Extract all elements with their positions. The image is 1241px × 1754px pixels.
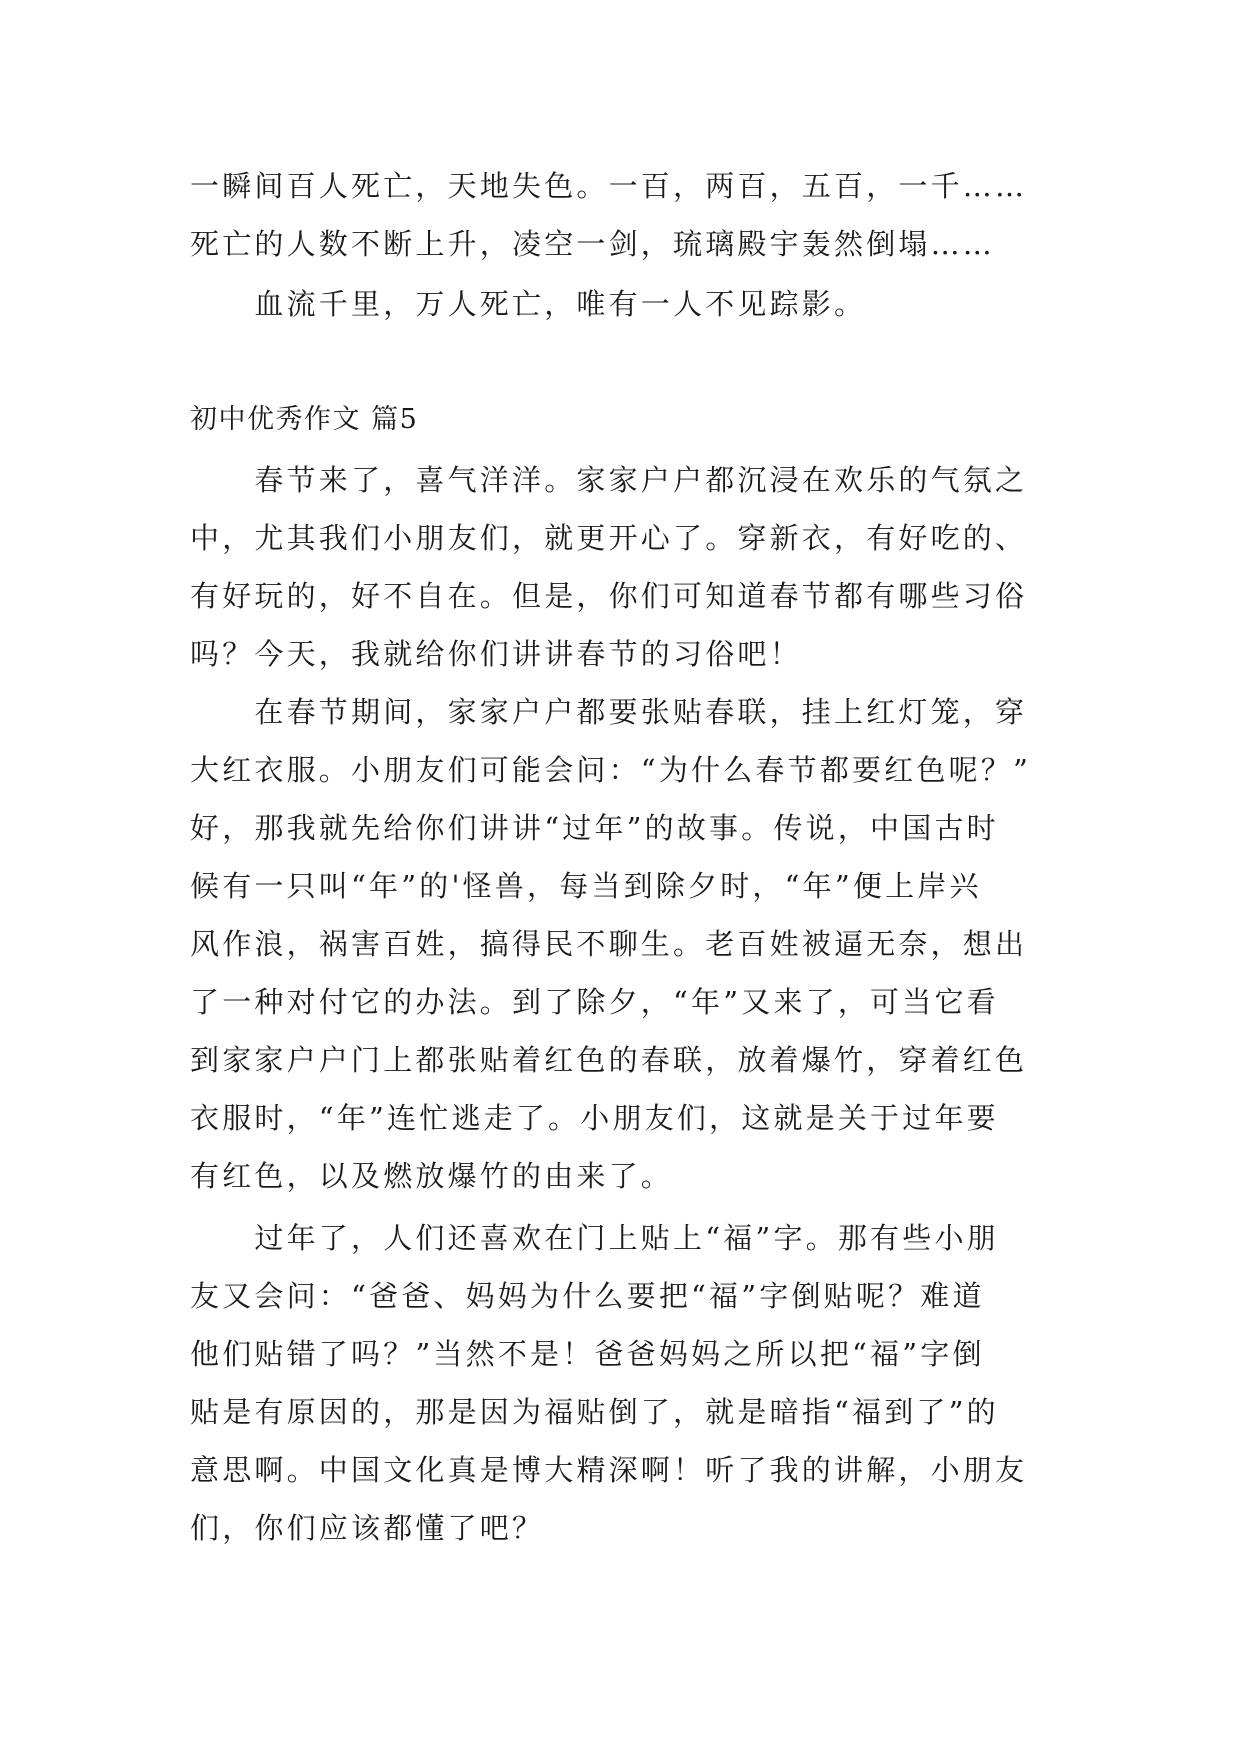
text-line: 春节来了，喜气洋洋。家家户户都沉浸在欢乐的气氛之	[190, 463, 1028, 497]
text-line: 友又会问：“爸爸、妈妈为什么要把“福”字倒贴呢？难道	[190, 1279, 985, 1313]
text-line: 到家家户户门上都张贴着红色的春联，放着爆竹，穿着红色	[190, 1043, 1028, 1077]
text-line: 有好玩的，好不自在。但是，你们可知道春节都有哪些习俗	[190, 579, 1028, 613]
text-line: 血流千里，万人死亡，唯有一人不见踪影。	[190, 287, 867, 321]
text-line: 候有一只叫“年”的'怪兽，每当到除夕时，“年”便上岸兴	[190, 869, 982, 903]
text-line: 吗？今天，我就给你们讲讲春节的习俗吧！	[190, 637, 802, 671]
section-heading: 初中优秀作文 篇5	[190, 404, 419, 435]
text-line: 了一种对付它的办法。到了除夕，“年”又来了，可当它看	[190, 985, 999, 1019]
text-line: 大红衣服。小朋友们可能会问：“为什么春节都要红色呢？”	[190, 753, 1032, 787]
text-line: 中，尤其我们小朋友们，就更开心了。穿新衣，有好吃的、	[190, 521, 1028, 555]
text-line: 有红色，以及燃放爆竹的由来了。	[190, 1159, 674, 1193]
text-line: 好，那我就先给你们讲讲“过年”的故事。传说，中国古时	[190, 811, 999, 845]
text-line: 一瞬间百人死亡，天地失色。一百，两百，五百，一千……	[190, 169, 1028, 203]
text-line: 们，你们应该都懂了吧？	[190, 1511, 545, 1545]
text-line: 死亡的人数不断上升，凌空一剑，琉璃殿宇轰然倒塌……	[190, 227, 996, 261]
text-line: 风作浪，祸害百姓，搞得民不聊生。老百姓被逼无奈，想出	[190, 927, 1028, 961]
text-line: 他们贴错了吗？”当然不是！爸爸妈妈之所以把“福”字倒	[190, 1337, 985, 1371]
text-line: 过年了，人们还喜欢在门上贴上“福”字。那有些小朋	[190, 1221, 999, 1255]
text-line: 意思啊。中国文化真是博大精深啊！听了我的讲解，小朋友	[190, 1453, 1028, 1487]
text-line: 在春节期间，家家户户都要张贴春联，挂上红灯笼，穿	[190, 695, 1028, 729]
text-line: 衣服时，“年”连忙逃走了。小朋友们，这就是关于过年要	[190, 1101, 999, 1135]
text-line: 贴是有原因的，那是因为福贴倒了，就是暗指“福到了”的	[190, 1395, 999, 1429]
